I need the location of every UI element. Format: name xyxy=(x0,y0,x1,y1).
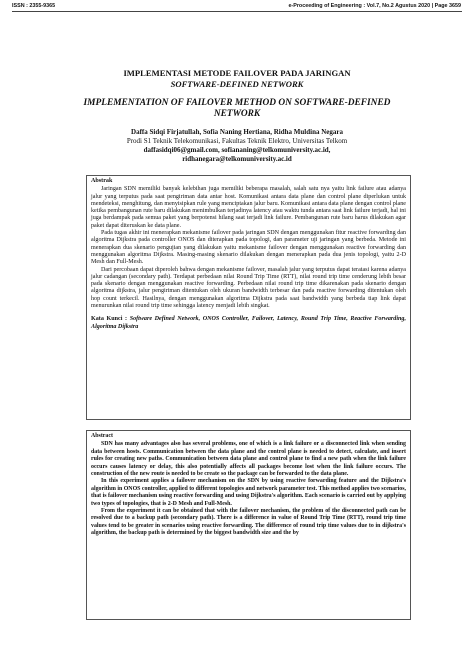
abstrak-paragraph-2: Pada tugas akhir ini menerapkan mekanisme failover pada jaringan SDN dengan menggunakan fitur reactive forwarding dan algoritma Dijkstra pada controller ONOS dan diterapkan pada topologi, dan parameter uji jaringan yang berbeda. Metode ini menerapkan dua skenario pengujian yang dilakukan yaitu mekanisme failover dengan menggunakan reactive forwarding dan menggunakan algoritma Dijkstra. Masing-masing skenario dilakukan dengan menerapkan pada dua jenis topologi, yaitu 2-D Mesh dan Full-Mesh. xyxy=(91,230,406,266)
title-en-line-2: NETWORK xyxy=(213,109,261,119)
title-english xyxy=(60,98,414,120)
header-rule xyxy=(12,11,462,12)
abstrak-paragraph-1: Jaringan SDN memiliki banyak kelebihan juga memiliki beberapa masalah, salah satu nya yaitu link failure atau adanya jalur yang terputus pada saat pengiriman data antar host. Komunikasi antara data plane dan control plane diperlukan untuk mendeteksi, menghitung, dan menyisipkan rule yang menciptakan jalur baru. Komunikasi antara data plane dengan control plane ketika pembangunan rute baru dilakukan menimbulkan terjadinya latency atau waktu tunda antara saat link failure terjadi, hal ini juga berdampak pada semua paket yang berpotensi hilang saat terjadi link failure. Pembangunan rute baru harus dilakukan agar paket dapat diteruskan ke data plane. xyxy=(91,186,406,229)
abstrak-paragraph-3: Dari percobaan dapat diperoleh bahwa dengan mekanisme failover, masalah jalur yang terputus dapat teratasi karena adanya jalur cadangan (secondary path). Terdapat perbedaan nilai Round Trip Time (RTT), nilai round trip time cenderung lebih besar pada skenario dengan menggunakan reactive forwarding. Perbedaan nilai round trip time dikarenakan pada skenario dengan algoritma dijkstra, jalur pengiriman ditentukan oleh ukuran bandwidth terbesar dan pada reactive forwarding ditentukan oleh hop count terkecil. Hasilnya, dengan menggunakan algoritma Dijkstra pada saat bandwidth yang berbeda tiap link dapat menurunkan nilai round trip time sehingga latency menjadi lebih singkat. xyxy=(91,266,406,310)
authors: Daffa Sidqi Firjatullah, Sofia Naning Hertiana, Ridha Muldina Negara xyxy=(131,128,343,136)
keywords-text: Software Defined Network, ONOS Controller, Failover, Latency, Round Trip Time, Reactive Forwarding, Algoritma Dijkstra xyxy=(91,316,406,330)
affiliation: Prodi S1 Teknik Telekomunikasi, Fakultas Teknik Elektro, Universitas Telkom xyxy=(126,137,348,145)
emails-line-1: daffasidqi06@gmail.com, sofiananing@telkomuniversity.ac.id, xyxy=(143,146,331,154)
issn-label: ISSN : 2355-9365 xyxy=(12,3,56,9)
abstract-paragraph-1: SDN has many advantages also has several problems, one of which is a link failure or a disconnected link when sending data between hosts. Communication between the data plane and the control plane is needed to detect, calculate, and insert rules for creating new paths. Communication between data plane and control plane to find a new path when the link failure occurs causes latency or delay, this also potentially affects all packages become lost when the link failure occurs. The construction of the new route is needed to be create so the package can be forwarded to the data plane. xyxy=(91,441,406,478)
title-en-line-1: IMPLEMENTATION OF FAILOVER METHOD ON SOFTWARE-DEFINED xyxy=(83,98,391,108)
title-id-line-1: IMPLEMENTASI METODE FAILOVER PADA JARINGAN xyxy=(123,68,351,78)
keywords xyxy=(91,316,406,331)
title-id-line-2: SOFTWARE-DEFINED NETWORK xyxy=(170,79,304,89)
title-indonesian xyxy=(60,68,414,90)
abstract-heading: Abstract xyxy=(91,433,113,439)
abstrak-heading: Abstrak xyxy=(91,178,113,184)
keywords-label: Kata Kunci : xyxy=(91,316,128,323)
abstract-paragraph-3: From the experiment it can be obtained that with the failover mechanism, the problem of the disconnected path can be resolved due to a backup path (secondary path). There is a difference in value of Round Trip Time (RTT), round trip time values tend to be greater in scenarios using reactive forwarding. The difference of round trip time values due to in dijkstra's algorithm, the backup path is determined by the biggest bandwidth size and the by xyxy=(91,508,406,537)
running-header xyxy=(0,0,474,13)
abstract-paragraph-2: In this experiment applies a failover mechanism on the SDN by using reactive forwarding feature and the Dijkstra's algorithm in ONOS controller, applied to different topologies and network parameter test. This method applies two scenarios, that is failover mechanism using reactive forwarding and using Dijkstra's algorithm. Each scenario is carried out by applying two types of topologies, that is 2-D Mesh and Full-Mesh. xyxy=(91,478,406,507)
journal-label: e-Proceeding of Engineering : Vol.7, No.2 Agustus 2020 | Page 3659 xyxy=(288,3,461,9)
abstrak-box xyxy=(86,175,411,420)
abstract-box xyxy=(86,430,411,620)
emails-line-2: ridhanegara@telkomuniversity.ac.id xyxy=(182,155,292,163)
